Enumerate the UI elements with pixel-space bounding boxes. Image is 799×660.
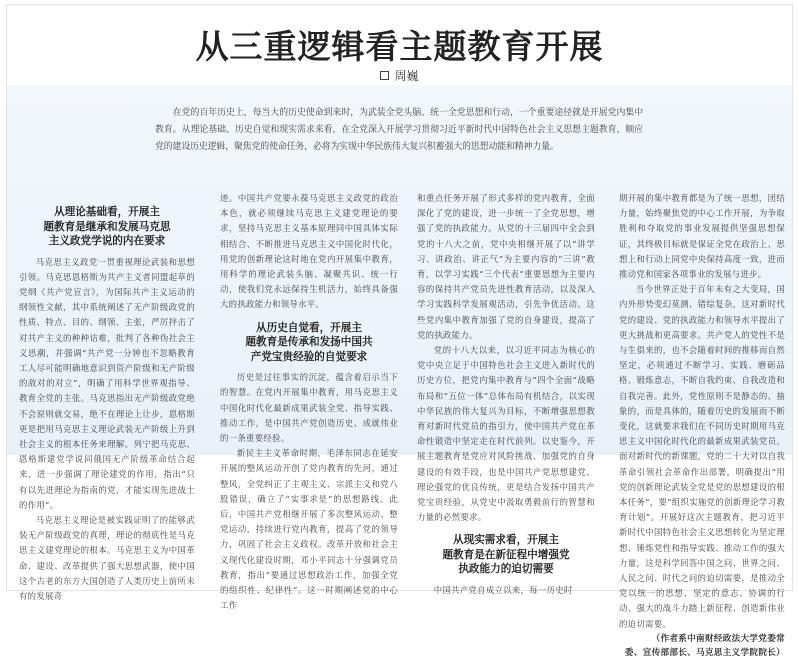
section-heading-history <box>220 321 398 365</box>
body-paragraph: 新民主主义革命时期，毛泽东同志在延安开展的整风运动开创了党内教育的先河，通过整风，全党纠正了主观主义、宗派主义和党八股错误，确立了“实事求是”的思想路线。此后，中国共产党相继开展了多次整风运动、整党运动，持续进行党内教育，提高了党的领导力，巩固了社会主义政权。改革开放和社会主义现代化建设时期，邓小平同志十分强调党员教育，指出“要通过思想政治工作，加强全党的组织性、纪律性”。这一时期阐述党的中心工作 <box>220 448 398 611</box>
square-bullet-icon <box>380 71 389 80</box>
body-paragraph: 党的十八大以来，以习近平同志为核心的党中央立足于中国特色社会主义进入新时代的历史方位，把党内集中教育与“四个全面”战略布局和“五位一体”总体布局有机结合，以实现中华民族的伟大复兴为目标，不断增强思想教育对新时代党员的指引力，使中国共产党在革命性锻造中坚定走在时代前列。以史鉴今，开展主题教育是党应对风险挑战、加强党的自身建设的有效手段，也是中国共产党思想建党、理论强党的优良传统，更是结合发扬中国共产党宝贵经验，从党史中汲取勇毅前行的智慧和力量的必然要求。 <box>417 345 595 523</box>
author-affiliation: （作者系中南财经政法大学党委常委、宣传部部长、马克思主义学院院长） <box>624 633 785 658</box>
body-paragraph: 当今世界正处于百年未有之大变局，国内外形势变幻莫测、错综复杂，这对新时代党的建设、党的执政能力和领导水平提出了更大挑战和更高要求。共产党人的党性不是与生俱来的，也不会随着时间的推移而自然坚定，必须通过不断学习、实践、磨砺品格、锻炼意志，不断自我约束、自我改造和自我完善。此外，党性原则不是静态的、抽象的，而是具体的，随着历史的发展而不断变化，这就要求我们在不同历史时期用马克思主义中国化时代化的最新成果武装党员。面对新时代的新课题，党的二十大对以自我革命引领社会革命作出部署，明确提出“用党的创新理论武装全党是党的思想建设的根本任务”，要“组织实施党的创新理论学习教育计划”。开展好这次主题教育，把习近平新时代中国特色社会主义思想转化为坚定理想、锤炼党性和指导实践、推动工作的强大力量，这是科学回答中国之问、世界之问、人民之问、时代之问的迫切需要，是推动全党以统一的思想、坚定的意志、协调的行动、强大的战斗力踏上新征程、创造新伟业的迫切需要。 <box>619 284 785 629</box>
heading-line: 从理论基础看，开展主 <box>54 206 160 218</box>
body-paragraph: 和重点任务开展了形式多样的党内教育，全面深化了党的建设，进一步统一了全党思想，增强了党的执政能力。从党的十三届四中全会到党的十八大之前，党中央相继开展了以“讲学习、讲政治、讲正气”为主要内容的“三讲”教育，以学习实践“三个代表”重要思想为主要内容的保持共产党员先进性教育活动，以及深入学习实践科学发展观活动，引先争优活动。这些党内集中教育加强了党的自身建设，提高了党的执政能力。 <box>417 193 595 340</box>
column-4 <box>619 191 785 660</box>
body-paragraph: 期开展的集中教育都是为了统一思想，团结力量，始终聚焦党的中心工作开展，为争取胜利和夺取党的事业发展提供坚强思想保证，其终极目标就是保证全党在政治上、思想上和行动上同党中央保持高度一致，进而推动党和国家各项事业的发展与进步。 <box>619 193 785 280</box>
heading-line: 题教育是传承和发扬中国共 <box>245 336 373 349</box>
column-1 <box>19 201 195 604</box>
heading-line: 从现实需求看，开展主 <box>453 534 559 547</box>
newspaper-page <box>6 4 793 658</box>
column-2 <box>220 191 398 613</box>
heading-line: 从历史自觉看，开展主 <box>256 321 362 334</box>
article-intro <box>155 105 643 156</box>
author-name: 周巍 <box>394 69 419 83</box>
heading-line: 产党宝贵经验的自觉要求 <box>250 350 368 363</box>
heading-line: 主义政党学说的内在要求 <box>48 235 166 247</box>
column-3 <box>417 191 595 598</box>
body-paragraph: 迹。中国共产党要永葆马克思主义政党的政治本色，就必须继续马克思主义建党理论的要求，坚持马克思主义基本原理同中国具体实际相结合、不断推进马克思主义中国化时代化，用党的创新理论这时地在党内开展集中教育，用科学的理论武装头脑、凝聚共识、统一行动，使我们党永远保持生机活力，始终具备强大的执政能力和领导水平。 <box>220 193 398 310</box>
heading-line: 题教育是在新征程中增强党 <box>442 548 570 561</box>
section-heading-reality <box>417 533 595 577</box>
body-paragraph: 中国共产党自成立以来，每一历史时 <box>433 584 573 595</box>
body-paragraph: 马克思主义政党一贯重视理论武装和思想引领。马克思恩格斯为共产主义者同盟起草的党纲《共产党宣言》，为国际共产主义运动的纲领性文献，其中系统阐述了无产阶级政党的性质、特点、目的、纲领、主张，严厉抨击了对共产主义的种种诘难，批判了各种伪社会主义思潮，并强调“共产党一分钟也不忽略教育工人尽可能明确地意识到资产阶级和无产阶级的敌对的对立”，明确了用科学世界观指导、教育全党的主张。马克思指出无产阶级政党绝不会原则就交易，绝不在理论上让步，恩格斯更是把用马克思主义理论武装无产阶级上升到社会主义的根本任务来理解。列宁把马克思、恩格斯建党学说同俄国无产阶级革命结合起来，进一步强调了理论建党的作用，指出“只有以先进理论为指南的党，才能实现先进战士的作用”。 <box>19 256 195 510</box>
heading-line: 执政能力的迫切需要 <box>458 563 554 576</box>
heading-line: 题教育是继承和发展马克思 <box>43 220 171 233</box>
article-title: 从三重逻辑看主题教育开展 <box>195 27 604 66</box>
body-paragraph: 历史是过往事实的沉淀，蕴含着启示当下的智慧。在党内开展集中教育，用马克思主义中国化时代化最新成果武装全党、指导实践、推动工作，是中国共产党创造历史、成就伟业的一条重要经验。 <box>220 372 398 443</box>
author-line <box>7 67 792 84</box>
intro-paragraph: 在党的百年历史上，每当大的历史使命到来时，为武装全党头脑、统一全党思想和行动，一个重要途径就是开展党内集中教育。从理论基础、历史自觉和现实需求来看，在全党深入开展学习贯彻习近平新时代中国特色社会主义思想主题教育，顺应党的建设历史逻辑，聚焦党的使命任务，必将为实现中华民族伟大复兴积蓄强大的思想动能和精神力量。 <box>155 108 643 152</box>
body-paragraph: 马克思主义理论是被实践证明了的能够武装无产阶级政党的真理，理论的彻底性是马克思主义建党理论的根本。马克思主义为中国革命、建设、改革提供了强大思想武器，使中国这个古老的东方大国创造了人类历史上前所未有的发展奇 <box>19 514 195 601</box>
section-heading-theory <box>19 205 195 249</box>
